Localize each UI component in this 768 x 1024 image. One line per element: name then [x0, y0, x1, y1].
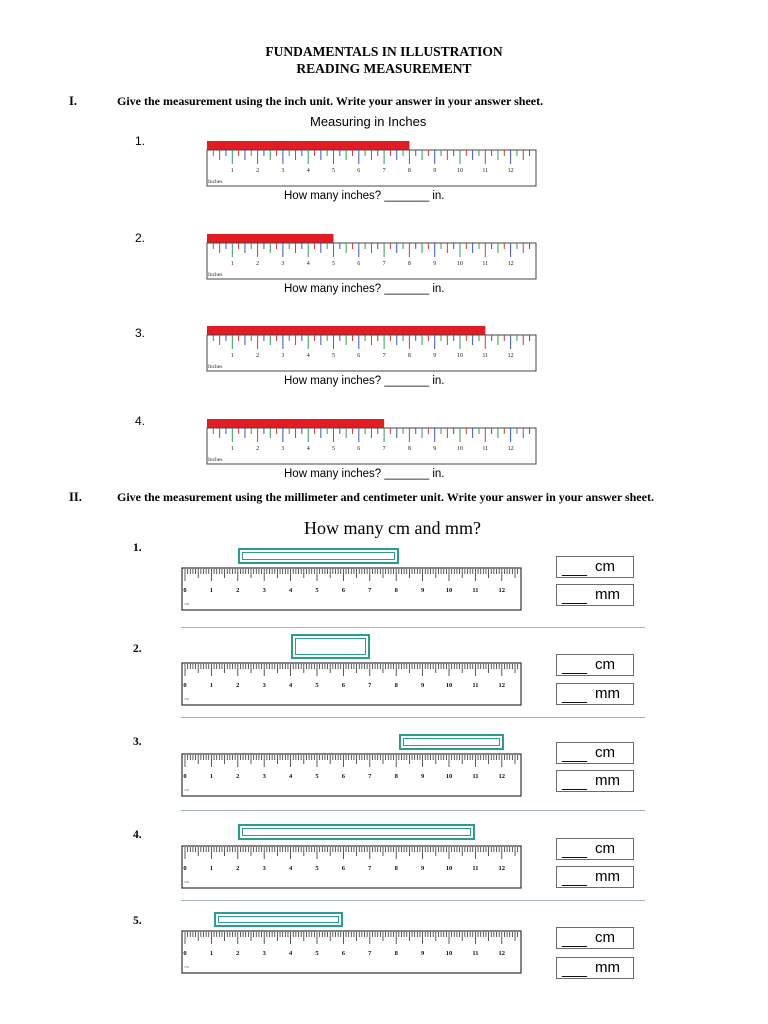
- section-divider: [181, 900, 645, 901]
- ruler-unit-label: Inches: [208, 364, 223, 370]
- ruler-tick-label: 10: [445, 682, 453, 689]
- ruler-unit-label: cm: [184, 601, 189, 606]
- ruler-tick-label: 12: [507, 446, 514, 452]
- metric-ruler: [180, 845, 524, 890]
- ruler-tick-label: 4: [288, 773, 293, 780]
- ruler-tick-label: 1: [209, 587, 214, 594]
- ruler-tick-label: 4: [306, 446, 310, 452]
- ruler-tick-label: 3: [262, 950, 266, 957]
- section-divider: [181, 627, 645, 628]
- ruler-tick-label: 6: [341, 950, 346, 957]
- cm-unit-label: cm: [595, 558, 615, 575]
- ruler-tick-label: 3: [262, 773, 266, 780]
- ruler-tick-label: 2: [236, 865, 240, 872]
- ruler-tick-label: 9: [420, 682, 425, 689]
- ruler-tick-label: 10: [445, 773, 453, 780]
- mm-answer-box[interactable]: [556, 866, 634, 888]
- inch-item-number: 4.: [135, 414, 146, 428]
- ruler-tick-label: 8: [394, 773, 398, 780]
- section-1-number: I.: [69, 94, 77, 108]
- cm-answer-box[interactable]: [556, 556, 634, 578]
- ruler-tick-label: 6: [341, 682, 346, 689]
- ruler-tick-label: 4: [288, 587, 293, 594]
- metric-ruler: [180, 662, 524, 707]
- cm-answer-box[interactable]: [556, 838, 634, 860]
- ruler-tick-label: 11: [472, 950, 479, 957]
- ruler-tick-label: 0: [183, 773, 187, 780]
- section-2-instruction: Give the measurement using the millimeter and centimeter unit. Write your answer in your answer sheet.: [117, 490, 654, 504]
- ruler-tick-label: 9: [420, 587, 425, 594]
- ruler-tick-label: 11: [482, 168, 489, 174]
- ruler-tick-label: 6: [357, 168, 361, 174]
- ruler-tick-label: 2: [256, 168, 260, 174]
- measured-object: [214, 912, 343, 927]
- inch-item-number: 3.: [135, 326, 146, 340]
- ruler-tick-label: 2: [236, 773, 240, 780]
- ruler-tick-label: 7: [382, 168, 386, 174]
- ruler-unit-label: cm: [184, 696, 189, 701]
- ruler-tick-label: 0: [183, 865, 187, 872]
- cm-unit-label: cm: [595, 929, 615, 946]
- metric-item-number: 1.: [133, 542, 142, 554]
- ruler-tick-label: 7: [368, 950, 372, 957]
- ruler-tick-label: 1: [230, 353, 234, 359]
- ruler-tick-label: 8: [407, 353, 411, 359]
- ruler-tick-label: 2: [236, 682, 240, 689]
- mm-answer-box[interactable]: [556, 770, 634, 792]
- answer-blank: ___: [562, 746, 588, 763]
- ruler-tick-label: 8: [407, 261, 411, 267]
- section-1-instruction: Give the measurement using the inch unit. Write your answer in your answer sheet.: [117, 94, 544, 108]
- ruler-tick-label: 10: [457, 261, 463, 267]
- mm-unit-label: mm: [595, 772, 620, 789]
- ruler-unit-label: cm: [184, 964, 189, 969]
- ruler-tick-label: 6: [357, 446, 361, 452]
- measured-object: [291, 634, 370, 659]
- ruler-tick-label: 8: [394, 950, 398, 957]
- answer-blank: ___: [562, 588, 588, 605]
- answer-blank: ___: [562, 961, 588, 978]
- ruler-tick-label: 3: [262, 682, 266, 689]
- ruler-tick-label: 11: [472, 682, 479, 689]
- section-2-number: II.: [69, 490, 82, 504]
- ruler-tick-label: 12: [498, 773, 506, 780]
- answer-blank: ___: [562, 842, 588, 859]
- ruler-tick-label: 8: [407, 446, 411, 452]
- ruler-tick-label: 12: [498, 587, 506, 594]
- metric-ruler: [180, 567, 524, 612]
- measure-bar: [207, 326, 485, 335]
- inch-question: How many inches? _______ in.: [284, 375, 445, 387]
- ruler-tick-label: 12: [507, 353, 514, 359]
- ruler-tick-label: 5: [332, 261, 335, 267]
- mm-unit-label: mm: [595, 868, 620, 885]
- mm-answer-box[interactable]: [556, 957, 634, 979]
- ruler-tick-label: 4: [288, 865, 293, 872]
- ruler-tick-label: 10: [457, 168, 463, 174]
- ruler-tick-label: 5: [315, 682, 319, 689]
- ruler-tick-label: 1: [209, 950, 214, 957]
- mm-answer-box[interactable]: [556, 584, 634, 606]
- ruler-tick-label: 5: [315, 865, 319, 872]
- measured-object: [238, 548, 399, 564]
- ruler-tick-label: 6: [341, 865, 346, 872]
- cm-unit-label: cm: [595, 744, 615, 761]
- ruler-tick-label: 11: [472, 773, 479, 780]
- ruler-tick-label: 10: [445, 950, 453, 957]
- ruler-tick-label: 9: [433, 353, 437, 359]
- ruler-tick-label: 3: [281, 353, 285, 359]
- ruler-tick-label: 7: [382, 446, 386, 452]
- ruler-tick-label: 7: [368, 773, 372, 780]
- inch-question: How many inches? _______ in.: [284, 190, 445, 202]
- ruler-tick-label: 10: [445, 587, 453, 594]
- ruler-tick-label: 7: [382, 353, 386, 359]
- ruler-tick-label: 6: [341, 773, 346, 780]
- ruler-tick-label: 3: [262, 587, 266, 594]
- ruler-tick-label: 11: [472, 865, 479, 872]
- ruler-unit-label: cm: [184, 879, 189, 884]
- ruler-body: [182, 931, 521, 973]
- ruler-tick-label: 11: [482, 261, 489, 267]
- ruler-tick-label: 0: [183, 682, 187, 689]
- ruler-tick-label: 4: [306, 353, 310, 359]
- ruler-tick-label: 11: [482, 446, 489, 452]
- inch-item-number: 1.: [135, 134, 146, 148]
- ruler-tick-label: 12: [507, 261, 514, 267]
- ruler-tick-label: 1: [230, 168, 234, 174]
- answer-blank: ___: [562, 931, 588, 948]
- inch-ruler: [203, 229, 539, 283]
- inch-question: How many inches? _______ in.: [284, 468, 445, 480]
- ruler-tick-label: 3: [281, 261, 285, 267]
- ruler-tick-label: 8: [394, 865, 398, 872]
- ruler-tick-label: 7: [368, 682, 372, 689]
- metric-item-number: 5.: [133, 915, 142, 927]
- ruler-tick-label: 1: [209, 682, 214, 689]
- ruler-tick-label: 0: [183, 587, 187, 594]
- measure-bar: [207, 419, 384, 428]
- ruler-tick-label: 5: [315, 950, 319, 957]
- ruler-tick-label: 5: [332, 168, 335, 174]
- ruler-unit-label: Inches: [208, 457, 223, 463]
- ruler-tick-label: 9: [420, 865, 425, 872]
- page-title: FUNDAMENTALS IN ILLUSTRATION: [265, 44, 503, 59]
- ruler-tick-label: 1: [230, 261, 234, 267]
- ruler-tick-label: 2: [236, 587, 240, 594]
- answer-blank: ___: [562, 687, 588, 704]
- inch-ruler: [203, 136, 539, 190]
- ruler-body: [182, 846, 521, 888]
- measure-bar: [207, 141, 409, 150]
- ruler-tick-label: 6: [341, 587, 346, 594]
- cm-answer-box[interactable]: [556, 927, 634, 949]
- metric-ruler: [180, 930, 524, 975]
- ruler-tick-label: 7: [368, 587, 372, 594]
- ruler-tick-label: 12: [498, 950, 506, 957]
- mm-unit-label: mm: [595, 685, 620, 702]
- metric-ruler: [180, 753, 524, 798]
- ruler-unit-label: Inches: [208, 179, 223, 185]
- ruler-tick-label: 11: [472, 587, 479, 594]
- ruler-body: [182, 754, 521, 796]
- ruler-tick-label: 2: [256, 446, 260, 452]
- answer-blank: ___: [562, 870, 588, 887]
- inch-section-heading: Measuring in Inches: [310, 114, 427, 129]
- ruler-tick-label: 1: [209, 773, 214, 780]
- ruler-tick-label: 8: [394, 587, 398, 594]
- inch-question: How many inches? _______ in.: [284, 283, 445, 295]
- ruler-body: [182, 663, 521, 705]
- cm-unit-label: cm: [595, 656, 615, 673]
- ruler-body: [182, 568, 521, 610]
- ruler-tick-label: 5: [332, 446, 335, 452]
- cm-answer-box[interactable]: [556, 742, 634, 764]
- ruler-tick-label: 10: [457, 446, 463, 452]
- ruler-tick-label: 3: [262, 865, 266, 872]
- ruler-tick-label: 9: [433, 446, 437, 452]
- ruler-tick-label: 7: [368, 865, 372, 872]
- metric-item-number: 4.: [133, 829, 142, 841]
- ruler-tick-label: 12: [507, 168, 514, 174]
- cm-unit-label: cm: [595, 840, 615, 857]
- ruler-tick-label: 2: [236, 950, 240, 957]
- ruler-tick-label: 5: [315, 773, 319, 780]
- ruler-tick-label: 2: [256, 353, 260, 359]
- ruler-tick-label: 12: [498, 865, 506, 872]
- mm-answer-box[interactable]: [556, 683, 634, 705]
- metric-section-heading: How many cm and mm?: [304, 518, 481, 538]
- ruler-tick-label: 7: [382, 261, 386, 267]
- inch-ruler: [203, 414, 539, 468]
- measure-bar: [207, 234, 334, 243]
- measured-object: [399, 734, 505, 750]
- measured-object: [238, 824, 476, 840]
- ruler-tick-label: 1: [209, 865, 214, 872]
- answer-blank: ___: [562, 774, 588, 791]
- ruler-tick-label: 9: [433, 168, 437, 174]
- inch-item-number: 2.: [135, 231, 146, 245]
- page-subtitle: READING MEASUREMENT: [296, 61, 472, 76]
- ruler-tick-label: 4: [288, 950, 293, 957]
- metric-item-number: 3.: [133, 736, 142, 748]
- mm-unit-label: mm: [595, 959, 620, 976]
- ruler-tick-label: 11: [482, 353, 489, 359]
- ruler-tick-label: 4: [306, 261, 310, 267]
- ruler-tick-label: 1: [230, 446, 234, 452]
- cm-answer-box[interactable]: [556, 654, 634, 676]
- ruler-tick-label: 2: [256, 261, 260, 267]
- ruler-tick-label: 8: [394, 682, 398, 689]
- mm-unit-label: mm: [595, 586, 620, 603]
- ruler-unit-label: Inches: [208, 272, 223, 278]
- ruler-tick-label: 9: [420, 773, 425, 780]
- ruler-tick-label: 5: [315, 587, 319, 594]
- metric-item-number: 2.: [133, 643, 142, 655]
- ruler-tick-label: 4: [288, 682, 293, 689]
- ruler-tick-label: 8: [407, 168, 411, 174]
- ruler-tick-label: 3: [281, 446, 285, 452]
- ruler-tick-label: 9: [433, 261, 437, 267]
- ruler-tick-label: 0: [183, 950, 187, 957]
- ruler-tick-label: 12: [498, 682, 506, 689]
- ruler-tick-label: 5: [332, 353, 335, 359]
- ruler-tick-label: 6: [357, 261, 361, 267]
- answer-blank: ___: [562, 560, 588, 577]
- ruler-unit-label: cm: [184, 787, 189, 792]
- ruler-tick-label: 6: [357, 353, 361, 359]
- section-divider: [181, 717, 645, 718]
- ruler-tick-label: 3: [281, 168, 285, 174]
- inch-ruler: [203, 321, 539, 375]
- ruler-tick-label: 4: [306, 168, 310, 174]
- ruler-tick-label: 9: [420, 950, 425, 957]
- ruler-tick-label: 10: [457, 353, 463, 359]
- ruler-tick-label: 10: [445, 865, 453, 872]
- answer-blank: ___: [562, 658, 588, 675]
- section-divider: [181, 810, 645, 811]
